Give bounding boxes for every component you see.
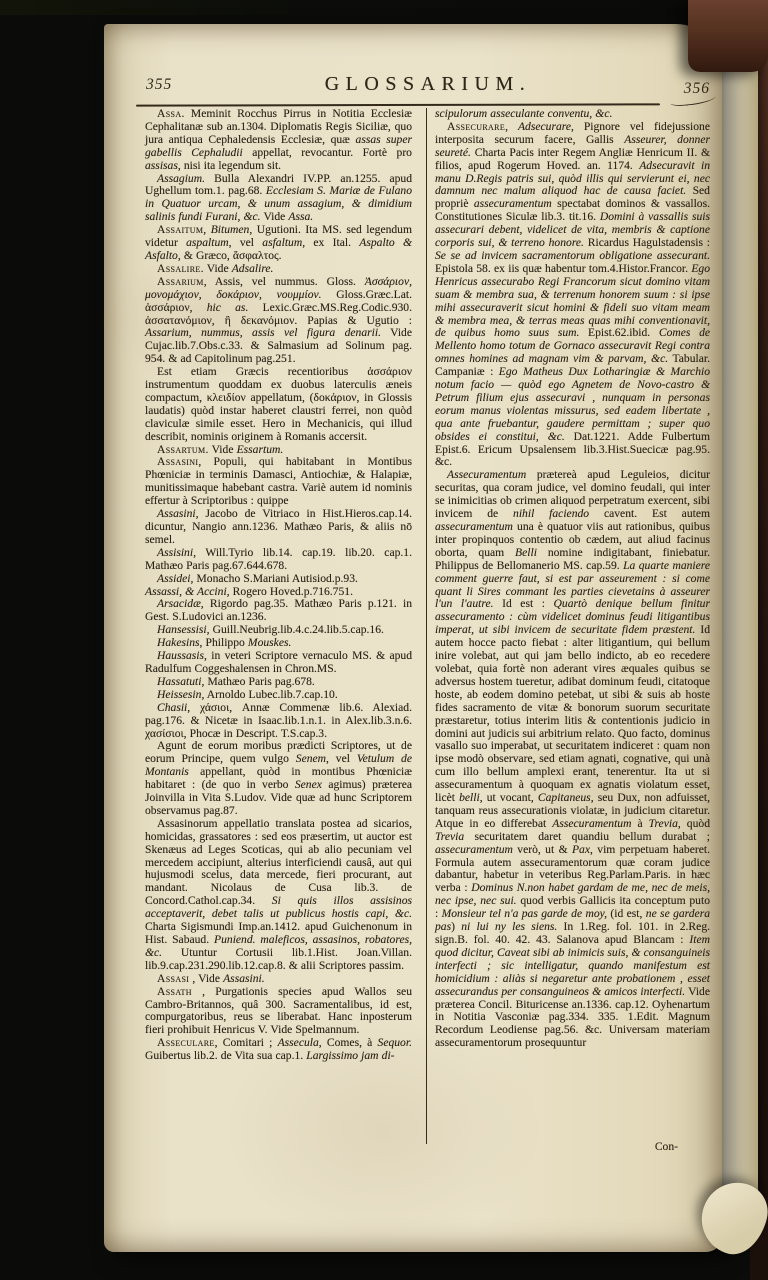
text-run: Charta Pacis inter Regem Angliæ Henricum II. & filios, apud Rogerum Hoved. an. 1174. xyxy=(435,145,710,172)
text-run: Assa. xyxy=(288,210,314,224)
text-run: Vide præterea Concil. Bituricense an.1336. cap.12. Oyhenartum in Notitia Vasconiæ pag.334. 335. 1.Edit. Magnum Recordum Leodiense pag.56. &c. Universam materiam assecuramentorum prosequuntur xyxy=(435,984,710,1050)
text-run: Senex xyxy=(294,778,322,792)
entry-paragraph xyxy=(145,456,412,508)
text-run: Assassi, & Accini, xyxy=(145,584,230,598)
text-run: Hakesins xyxy=(157,636,200,650)
text-run: Aspalto & Asfalto xyxy=(145,236,413,262)
text-run: Haussasis xyxy=(157,649,205,663)
text-run: Assasinorum appellatio translata postea ad sicarios, homicidas, grassatores : sed eos præsertim, ut auctor est Skenæus ad Leges Scoticas, qui ab alio pecuniam vel mercedem accipiunt, alterius interficiendi causâ, aut qui hujusmodi scelus, data mercede, fieri procurant, aut mandant. Nicolaus de Cusa lib.3. de Concord.Cathol.cap.34. xyxy=(145,816,412,908)
text-run: , Philippo xyxy=(199,636,248,650)
text-run: (id est, xyxy=(607,907,646,921)
entry-paragraph xyxy=(145,702,412,741)
right-text-column xyxy=(435,108,710,1050)
text-run: , quòd xyxy=(677,816,710,830)
page-header-title: GLOSSARIUM. xyxy=(324,73,532,95)
entry-paragraph xyxy=(145,276,412,366)
entry-paragraph xyxy=(145,986,412,1038)
text-run: , Assis, vel nummus. Gloss. xyxy=(203,274,365,288)
text-run: , ut vocant, xyxy=(479,791,538,805)
text-run: à xyxy=(631,816,649,830)
text-run: , Comitari ; xyxy=(214,1036,278,1050)
text-run: nihil faciendo xyxy=(513,507,590,521)
text-run: appellant, quòd in montibus Phœniciæ habitaret : (de quo in verbo xyxy=(145,765,412,792)
text-run: Ego Matheus Dux Lotharingiæ & Marchio notum facio — quòd ego Agnetem de Novo-castro & Petrum filium ejus assecuravi , nunquam in personas eorum manus violentas missurus, sed eadem libertate , qua ante fruebantur, gaudere permittam ; super quo obsides ei constitui, &c. xyxy=(435,365,711,443)
text-run: Epist.62.ibid. xyxy=(579,326,659,340)
text-run: , seu Dux, non adfuisset, tanquam reus assecurationis violatæ, in judicium citaretur. Atque in eo differebat xyxy=(435,791,710,830)
text-run: agimus) præterea Joinvilla in Vita S.Ludov. Vide quæ ad hunc Scriptorem observamus pag.87. xyxy=(145,778,412,817)
text-run: Rogero Hoved.p.716.751. xyxy=(229,584,353,598)
text-run: Ego Henricus assecurabo Regi Francorum sicut domino vitam suam & membra sua, & terrenum honorem suum : si ipse mihi assecuraverit sicut homini & fideli suo vitam meam & membra mea, & terras meas quas mihi conventionavit, de quibus homo suus sum. xyxy=(435,261,710,340)
text-run: Guibertus lib.2. de Vita sua cap.1. xyxy=(145,1049,307,1063)
text-run: Pax xyxy=(571,842,590,856)
text-run: Assisini, xyxy=(157,545,196,559)
entry-headword: Assecurare xyxy=(447,119,506,133)
header-rule xyxy=(136,103,660,106)
text-run: Bitumen xyxy=(210,223,250,237)
page-number-left: 355 xyxy=(146,76,173,93)
text-run: Essartum. xyxy=(236,442,284,456)
text-run: Assasini, xyxy=(157,507,199,521)
text-run: quod verbis Gallicis ita conceptum puto : xyxy=(435,894,710,921)
text-run: , Comes, à xyxy=(318,1036,378,1050)
entry-paragraph xyxy=(145,547,412,573)
text-run: , vim perpetuam haberet. Formula autem assecuramentorum quæ coram judice dabantur, habetur in veteribus Reg.Parlam.Paris. in hæc verba : xyxy=(435,842,710,895)
entry-paragraph xyxy=(145,818,412,973)
text-run: Domini à vassallis suis assecurari debent, videlicet de vita, membris & captione corporis sui, & terreno honore. xyxy=(435,210,710,250)
text-run: nomine indigitabant, finiebatur. Philippus de Bellomanerio MS. cap.59. xyxy=(435,545,710,572)
text-run: , nisi ita legendum sit. xyxy=(177,158,282,172)
text-run: Asseurer, donner seureté. xyxy=(435,132,711,159)
page-number-right: 356 xyxy=(683,80,710,97)
text-run: assecuramentum xyxy=(435,520,513,533)
text-run: , Populi, qui habitabant in Montibus Phœniciæ in terminis Damasci, Antiochiæ, & Halapiæ, munitissimaque habebant castra. Variè autem id nominis effertur à Scriptoribus : quippe xyxy=(145,455,412,508)
text-run: Monacho S.Mariani Autisiod.p.93. xyxy=(193,571,358,585)
text-run: Gloss.Græc.Lat. ἀσσάριον, xyxy=(145,287,412,314)
text-run: , vel xyxy=(228,236,263,250)
text-run: spectabat dominos & vassallos. Constitutiones Siculæ lib.3. tit.16. xyxy=(435,197,710,224)
text-run: Mathæo Paris pag.678. xyxy=(204,674,315,688)
text-run: Tabular. Campaniæ : xyxy=(435,352,710,379)
text-run: , Pignore vel fidejussione interposita securum facere, Gallis xyxy=(435,119,711,146)
text-run: Arnoldo Lubec.lib.7.cap.10. xyxy=(204,687,338,701)
photo-background-top xyxy=(0,0,768,15)
text-run: Vide Cujac.lib.7.Obs.c.33. & Salmasium ad Solinum pag. 954. & ad Capitolinum pag.251. xyxy=(145,326,412,366)
text-run: Lexic.Græc.MS.Reg.Codic.930. ἀσσατανόμιον, ἢ δεκανόμιον. Papias & Ugutio : xyxy=(145,300,412,327)
text-run: Charta Sigismundi Imp.an.1412. apud Guichenonum in Hist. Sabaud. xyxy=(145,920,412,946)
entry-headword: Assasi xyxy=(157,971,190,985)
text-run: Jacobo de Vitriaco in Hist.Hieros.cap.14. dicuntur, Nangio ann.1236. Mathæo Paris, & aliis nō semel. xyxy=(145,507,412,546)
text-run: Capitaneus xyxy=(537,791,591,805)
text-run: Ecclesiam S. Mariæ de Fulano in Quatuor urcam, & unum assagium, & dimidium salinis fundi Furani, &c. xyxy=(145,184,412,224)
entry-headword: Assasini xyxy=(157,455,199,469)
text-run: securitatem daret quandiu bellum durabat ; xyxy=(464,829,710,843)
text-run: Mouskes. xyxy=(247,636,292,650)
text-run: Largissimo jam di- xyxy=(306,1049,395,1063)
entry-headword: Assalire. xyxy=(157,261,204,275)
text-run: Sed propriè xyxy=(435,184,710,211)
entry-paragraph xyxy=(145,598,412,624)
binding-top-right xyxy=(688,0,768,72)
text-run: Dominus N.non habet gardam de me, nec de meis, nec ipse, nec sui. xyxy=(435,881,710,908)
text-run: Vide xyxy=(260,210,289,224)
catchword: Con- xyxy=(654,1140,678,1153)
text-run: Se se ad invicem sacramentorum obligatione assecurant. xyxy=(435,248,710,262)
text-run: Assarium, nummus, assis vel figura denarii. xyxy=(145,326,381,340)
text-run: Assecula xyxy=(277,1036,319,1050)
text-run: Comes de Mellento homo totum de Gornaco assecuravit Regi contra omnes homines ad magnam vim & parvam, &c. xyxy=(435,326,711,366)
text-run: , in veteri Scriptore vernaculo MS. & apud Radulfum Coggeshalensen in Chron.MS. xyxy=(145,649,412,675)
text-run: , xyxy=(505,119,518,133)
entry-paragraph xyxy=(145,173,412,225)
text-run: Id est : xyxy=(493,597,554,611)
text-run: aspaltum xyxy=(186,236,229,250)
text-run: Sequor. xyxy=(377,1036,412,1050)
text-run: , χάσιοι, Annæ Commenæ lib.6. Alexiad. pag.176. & Nicetæ in Isaac.lib.1.n.1. in Alex.lib.3.n.6. χασίσιοι, Phocæ in Descript. T.S.cap.3. xyxy=(145,700,412,740)
text-run: Trevia xyxy=(648,816,678,830)
text-run: Assecuramentum xyxy=(447,468,527,482)
text-run: Assasini. xyxy=(223,971,265,985)
text-run: Arsacidæ, xyxy=(157,597,204,611)
text-run: Vetulum de Montanis xyxy=(145,752,412,779)
text-run: , ex Ital. xyxy=(302,236,360,250)
text-run: Assecuramentum xyxy=(552,816,632,830)
text-run: , Ugutioni. Ita MS. sed legendum videtur xyxy=(145,223,412,250)
book-page xyxy=(104,24,722,1252)
text-run: , xyxy=(203,223,211,237)
text-run: Agunt de eorum moribus prædicti Scriptores, ut de eorum Principe, quem vulgo xyxy=(145,739,412,766)
text-run: Item quod dicitur, Caveat sibi ab inimicis suis, & consanguineis interfecti ; sic intelligatur, quando manifestum est homicidium : aliàs si negaretur ante probationem , esset assecurandus per consanguineos & amicos interfecti. xyxy=(435,933,710,998)
text-run: assecuramentum xyxy=(473,197,552,211)
entry-paragraph xyxy=(145,508,412,547)
text-run: ne se gardera pas xyxy=(435,907,710,934)
text-run: prætereà apud Leguleios, dicitur securitas, qua coram judice, vel domino feudali, qui inter se inimicitias ob crimen aliquod perpetratum exercent, sibi invicem de xyxy=(435,468,710,521)
text-run: Senem xyxy=(295,752,327,766)
text-run: Belli xyxy=(515,545,537,559)
text-run: Trevia xyxy=(435,829,465,843)
entry-paragraph xyxy=(145,1037,412,1063)
text-run: hic as. xyxy=(206,300,249,314)
text-run: Rigordo pag.35. Mathæo Paris p.121. in Gest. S.Ludovici an.1236. xyxy=(145,597,412,624)
text-run: , Vide xyxy=(189,971,224,985)
text-run: belli xyxy=(459,791,480,805)
entry-headword: Assa. xyxy=(157,107,185,120)
text-run: Chasii xyxy=(157,700,188,714)
text-run: Vide xyxy=(203,261,232,275)
text-run: assisas xyxy=(145,158,178,172)
entry-headword: Assarium xyxy=(157,274,204,288)
text-run: Si quis illos assisinos acceptaverit, debet talis ut publicus hostis capi, &c. xyxy=(145,894,412,921)
text-run: Heissesin, xyxy=(157,687,205,701)
text-run: assas super gabellis Cephaludii xyxy=(145,132,412,159)
text-run: Adsecurare xyxy=(517,119,571,133)
entry-paragraph xyxy=(145,224,412,263)
text-run: Adsalire. xyxy=(231,261,274,275)
text-run: Epistola 58. ex iis quæ habentur tom.4.Histor.Francor. xyxy=(435,261,692,275)
entry-headword: Assath xyxy=(157,984,192,998)
text-run: Est etiam Græcis recentioribus ἀσσάριον instrumentum quoddam ex duobus laterculis æneis compactum, κλειδίον appellatum, (δοκάριον, in Glossis laudatis) quòd instar haberet claustri ferrei, non quòd claviculæ simile esset. Hero in Mechanicis, qui illud describit, nominis originem à Romanis accersit. xyxy=(145,365,412,443)
text-run: Quartò denique bellum finitur assecuramento : cùm videlicet dominus feudi litigantibus imperat, ut sibi invicem de securitate fidem præstent. xyxy=(435,597,710,637)
entry-paragraph xyxy=(145,740,412,817)
text-run: , vel xyxy=(326,752,357,766)
text-run: Hansessisi, xyxy=(157,623,210,637)
text-run: Guill.Neubrig.lib.4.c.24.lib.5.cap.16. xyxy=(209,623,384,637)
text-run: assecuramentum xyxy=(435,842,513,856)
text-run: Assagium. xyxy=(157,171,205,185)
text-run: cavent. Est autem xyxy=(589,507,710,521)
text-run: Utuntur Cortusii lib.1.Hist. Joan.Villan. lib.9.cap.231.290.lib.12.cap.8. & alii Scriptores passim. xyxy=(145,945,412,972)
text-run: ni lui ny les siens. xyxy=(461,920,558,934)
text-run: asfaltum xyxy=(262,236,303,250)
text-run: verò, ut & xyxy=(512,842,572,856)
left-text-column xyxy=(145,108,412,1063)
text-run: Assidei, xyxy=(157,571,194,585)
entry-paragraph xyxy=(145,366,412,443)
column-divider xyxy=(426,108,427,1144)
text-run: Ricardus Hagulstadensis : xyxy=(583,236,710,250)
entry-paragraph xyxy=(435,469,710,1050)
entry-headword: Asseculare xyxy=(157,1036,215,1050)
text-run: Dat.1221. Adde Fulbertum Epist.6. Ericum Upsalensem lib.3.Hist.Suecicæ pag.95. &c. xyxy=(435,429,710,469)
text-run: Will.Tyrio lib.14. cap.19. lib.20. cap.1. Mathæo Paris pag.67.644.678. xyxy=(145,545,412,572)
entry-paragraph xyxy=(435,121,710,469)
text-run: scipulorum asseculante conventu, &c. xyxy=(435,107,613,120)
entry-headword: Assartum. xyxy=(157,442,209,456)
entry-headword: Assaitum xyxy=(157,223,204,237)
text-run: Puniend. maleficos, assasinos, robatores, &c. xyxy=(145,933,412,959)
text-run: Monsieur tel n'a pas garde de moy, xyxy=(441,907,608,921)
text-run: Ἀσσάριον, μονομάχιον, δοκάριον, νουμμίον. xyxy=(145,274,412,301)
text-run: appellat, revocantur. Fortè pro xyxy=(242,145,412,159)
text-run: Adsecuravit in manu D.Regis patris sui, quòd illis qui servierunt ei, nec damnum nec malum aliquod hac de causa faciet. xyxy=(435,158,710,198)
text-run: , Purgationis species apud Wallos seu Cambro-Britannos, quâ 300. Sacramentalibus, id est, compurgatoribus, reus se liberabat. Hanc inposterum fieri prohibuit Henricus V. Vide Spelmannum. xyxy=(145,984,412,1037)
text-run: La quarte maniere comment guerre faut, si est par asseurement : si come quant li Sires commant les parties cievetains à asseurer l'un l'autre. xyxy=(435,558,711,611)
text-run: Bulla Alexandri IV.PP. an.1255. apud Ughellum tom.1. pag.68. xyxy=(145,171,412,198)
entry-paragraph xyxy=(145,650,412,676)
text-run: , & Græco, ἄσφαλτος. xyxy=(177,248,282,262)
text-run: Hassatuti, xyxy=(157,674,205,688)
text-run: una è quatuor viis aut rationibus, quibus inter propinquos contentio ob cædem, aut aliud facinus oborta, quam xyxy=(435,520,710,559)
text-run: Meminit Rocchus Pirrus in Notitia Ecclesiæ Cephalitanæ sub an.1304. Diplomatis Regis Siciliæ, quo jura antiqua Cephaledensis Ecclesiæ, quæ xyxy=(145,107,412,146)
text-run: Id autem hocce pacto fiebat : alter litigantium, qui bellum inire volebat, aut qui jam bello indicto, ab eo recedere volebat, quia fortè non aderant vires æquales quibus se adversus hostem tueretur, adibat dominum feudi, citatoque hoste, ab eodem domino petebat, ut sibi & suis ab hoste fides sacramento de vitæ & bonorum suorum securitate præstaretur, totius interim litis & contentionis judicio in domini aut judicis sui arbitrium relato. Quo facto, dominus vasallo suo imperabat, ut securitatem indiceret : quam non ipse modò observare, sed etiam agnati, cognative, qui unà cum illo bellum amplexi erant, tenerentur. Ita ut si assecuramentum à quoquam ex agnatis violatum esset, licèt xyxy=(435,623,710,805)
text-run: ) xyxy=(451,920,462,934)
entry-paragraph xyxy=(145,108,412,173)
text-run: Vide xyxy=(208,442,237,456)
text-run: In 1.Reg. fol. 101. in 2.Reg. sign.B. fol. 40. 42. 43. Salanova apud Blancam : xyxy=(435,920,711,946)
